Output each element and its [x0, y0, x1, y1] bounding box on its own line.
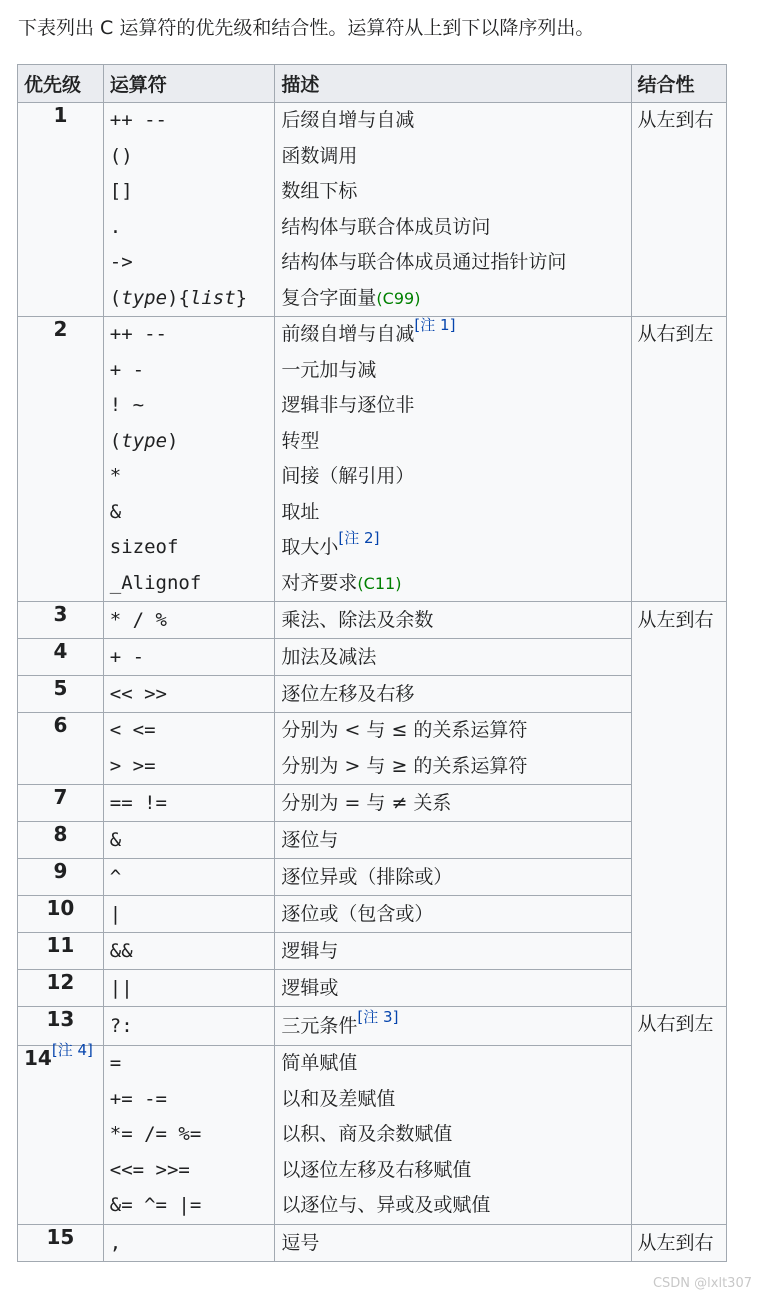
- operator-cell: [103, 602, 275, 639]
- operator-cell: [103, 676, 275, 713]
- operator-cell: [103, 896, 275, 933]
- precedence-value: 14: [24, 1046, 52, 1070]
- operator: ++ --: [109, 323, 167, 345]
- standard-tag: (C11): [357, 573, 402, 593]
- operator: > >=: [109, 754, 156, 777]
- table-row: [18, 896, 727, 933]
- associativity-cell: [631, 1007, 727, 1225]
- description: 逗号: [281, 1231, 320, 1254]
- footnote-link[interactable]: [注 4]: [51, 1041, 93, 1059]
- operator-cell: [103, 1046, 275, 1225]
- header-associativity: 结合性: [631, 65, 727, 103]
- precedence-value: 15: [46, 1224, 75, 1249]
- description: 分别为 > 与 ≥ 的关系运算符: [281, 754, 528, 777]
- description: 以逐位与、异或及或赋值: [281, 1194, 491, 1216]
- operator: *= /= %=: [109, 1123, 202, 1145]
- description: 结构体与联合体成员访问: [281, 215, 491, 238]
- operator: ! ~: [109, 394, 145, 416]
- operator: &&: [109, 940, 133, 962]
- description-cell: [275, 1046, 631, 1225]
- associativity: 从右到左: [637, 323, 714, 345]
- precedence-cell: [18, 317, 104, 602]
- operator: &: [109, 500, 122, 523]
- precedence-value: 5: [53, 676, 68, 700]
- description: 以积、商及余数赋值: [281, 1123, 453, 1145]
- description: 逻辑与: [281, 940, 339, 962]
- associativity-cell: [631, 1224, 727, 1261]
- table-row: [18, 1007, 727, 1046]
- table-row: [18, 317, 727, 602]
- description: 逐位与: [281, 829, 339, 851]
- associativity: 从左到右: [637, 109, 714, 131]
- description: 转型: [281, 429, 320, 452]
- operator: + -: [109, 646, 145, 668]
- precedence-cell: [18, 970, 104, 1007]
- operator: []: [109, 180, 133, 202]
- description: 间接（解引用）: [281, 465, 415, 487]
- operator: sizeof: [109, 536, 179, 558]
- operator: * / %: [109, 609, 167, 631]
- operator-cell: [103, 1007, 275, 1046]
- precedence-cell: [18, 1041, 104, 1225]
- precedence-value: 6: [53, 713, 68, 737]
- description: 逐位或（包含或）: [281, 903, 434, 925]
- header-operator: 运算符: [103, 65, 275, 103]
- precedence-value: 13: [46, 1007, 75, 1031]
- operator-cell: [103, 103, 275, 317]
- footnote-link[interactable]: [注 2]: [338, 529, 380, 547]
- description: 逻辑非与逐位非: [281, 394, 415, 416]
- operator: += -=: [109, 1087, 167, 1110]
- table-row: [18, 639, 727, 676]
- table-row: [18, 970, 727, 1007]
- associativity: 从左到右: [637, 609, 714, 631]
- precedence-value: 12: [46, 970, 75, 994]
- table-row: [18, 1046, 727, 1225]
- operator-cell: [103, 639, 275, 676]
- description-cell: [275, 970, 631, 1007]
- footnote-link[interactable]: [注 3]: [357, 1008, 399, 1026]
- precedence-cell: [18, 676, 104, 713]
- description: 数组下标: [281, 180, 358, 202]
- precedence-cell: [18, 713, 104, 785]
- precedence-cell: [18, 859, 104, 896]
- operator: .: [109, 215, 122, 238]
- operator: &= ^= |=: [109, 1194, 202, 1216]
- description-cell: [275, 822, 631, 859]
- description: 分别为 = 与 ≠ 关系: [281, 792, 452, 814]
- header-precedence: 优先级: [18, 65, 104, 103]
- table-row: [18, 1224, 727, 1261]
- precedence-cell: [18, 103, 104, 317]
- precedence-cell: [18, 602, 104, 639]
- description: 后缀自增与自减: [281, 109, 415, 131]
- precedence-value: 7: [53, 785, 68, 809]
- operator: + -: [109, 358, 145, 381]
- header-description: 描述: [275, 65, 631, 103]
- operator-cell: [103, 970, 275, 1007]
- precedence-cell: [18, 1007, 104, 1046]
- precedence-cell: [18, 1224, 104, 1261]
- description-cell: [275, 103, 631, 317]
- operator-cell: [103, 317, 275, 602]
- standard-tag: (C99): [376, 288, 421, 308]
- description: 一元加与减: [281, 358, 377, 381]
- operator: &: [109, 829, 122, 851]
- operator: (type){list}: [109, 286, 248, 309]
- operator: =: [109, 1052, 122, 1074]
- precedence-cell: [18, 822, 104, 859]
- precedence-cell: [18, 896, 104, 933]
- description-cell: [275, 785, 631, 822]
- description: 以逐位左移及右移赋值: [281, 1158, 472, 1181]
- operator: ->: [109, 251, 133, 273]
- description: 加法及减法: [281, 646, 377, 668]
- precedence-cell: [18, 933, 104, 970]
- operator: <<= >>=: [109, 1158, 190, 1181]
- operator: |: [109, 903, 122, 925]
- operator: (): [109, 144, 133, 167]
- intro-text: 下表列出 C 运算符的优先级和结合性。运算符从上到下以降序列出。: [18, 17, 595, 39]
- precedence-value: 8: [53, 822, 68, 846]
- precedence-value: 10: [46, 896, 75, 920]
- description: 复合字面量(C99): [281, 286, 421, 309]
- operator: ,: [109, 1231, 122, 1254]
- description: 乘法、除法及余数: [281, 609, 434, 631]
- operator: (type): [109, 429, 179, 452]
- table-row: [18, 933, 727, 970]
- watermark: CSDN @lxlt307: [652, 1276, 752, 1291]
- operator: << >>: [109, 683, 167, 705]
- associativity: 从左到右: [637, 1231, 714, 1254]
- description: 逻辑或: [281, 977, 339, 999]
- associativity-cell: [631, 602, 727, 1007]
- description: 对齐要求(C11): [281, 571, 402, 594]
- operator: ^: [109, 866, 122, 888]
- description-cell: [275, 859, 631, 896]
- description: 逐位异或（排除或）: [281, 866, 453, 888]
- operator: _Alignof: [109, 571, 202, 594]
- description-cell: [275, 602, 631, 639]
- footnote-link[interactable]: [注 1]: [414, 316, 456, 334]
- description-cell: [275, 676, 631, 713]
- description: 取大小[注 2]: [281, 529, 380, 558]
- description: 简单赋值: [281, 1052, 358, 1074]
- table-row: [18, 713, 727, 785]
- associativity-cell: [631, 317, 727, 602]
- precedence-value: 1: [53, 103, 68, 127]
- description-cell: [275, 1007, 631, 1046]
- description-cell: [275, 896, 631, 933]
- precedence-value: 3: [53, 602, 68, 626]
- associativity: 从右到左: [637, 1013, 714, 1035]
- operator-cell: [103, 785, 275, 822]
- description-cell: [275, 713, 631, 785]
- table-row: [18, 822, 727, 859]
- description: 前缀自增与自减[注 1]: [281, 316, 456, 345]
- precedence-cell: [18, 785, 104, 822]
- operator-cell: [103, 822, 275, 859]
- description: 结构体与联合体成员通过指针访问: [281, 251, 567, 273]
- operator-cell: [103, 859, 275, 896]
- description: 函数调用: [281, 144, 358, 167]
- precedence-value: 11: [46, 933, 75, 957]
- precedence-cell: [18, 639, 104, 676]
- operator-cell: [103, 1224, 275, 1261]
- table-row: [18, 859, 727, 896]
- operator: ?:: [109, 1015, 133, 1037]
- description: 取址: [281, 500, 320, 523]
- precedence-value: 9: [53, 859, 68, 883]
- precedence-value: 2: [53, 317, 68, 341]
- description-cell: [275, 933, 631, 970]
- operator-precedence-table: [17, 64, 727, 1262]
- operator-cell: [103, 933, 275, 970]
- operator: ||: [109, 977, 133, 999]
- table-row: [18, 103, 727, 317]
- operator: ++ --: [109, 109, 167, 131]
- description-cell: [275, 1224, 631, 1261]
- table-header-row: [18, 65, 727, 103]
- table-row: [18, 676, 727, 713]
- table-row: [18, 602, 727, 639]
- description: 逐位左移及右移: [281, 683, 415, 705]
- table-row: [18, 785, 727, 822]
- operator: == !=: [109, 792, 167, 814]
- associativity-cell: [631, 103, 727, 317]
- description: 以和及差赋值: [281, 1087, 396, 1110]
- precedence-value: 4: [53, 639, 68, 663]
- description-cell: [275, 317, 631, 602]
- operator-cell: [103, 713, 275, 785]
- operator: < <=: [109, 719, 156, 741]
- description: 分别为 < 与 ≤ 的关系运算符: [281, 719, 528, 741]
- description: 三元条件[注 3]: [281, 1008, 399, 1037]
- description-cell: [275, 639, 631, 676]
- operator: *: [109, 465, 122, 487]
